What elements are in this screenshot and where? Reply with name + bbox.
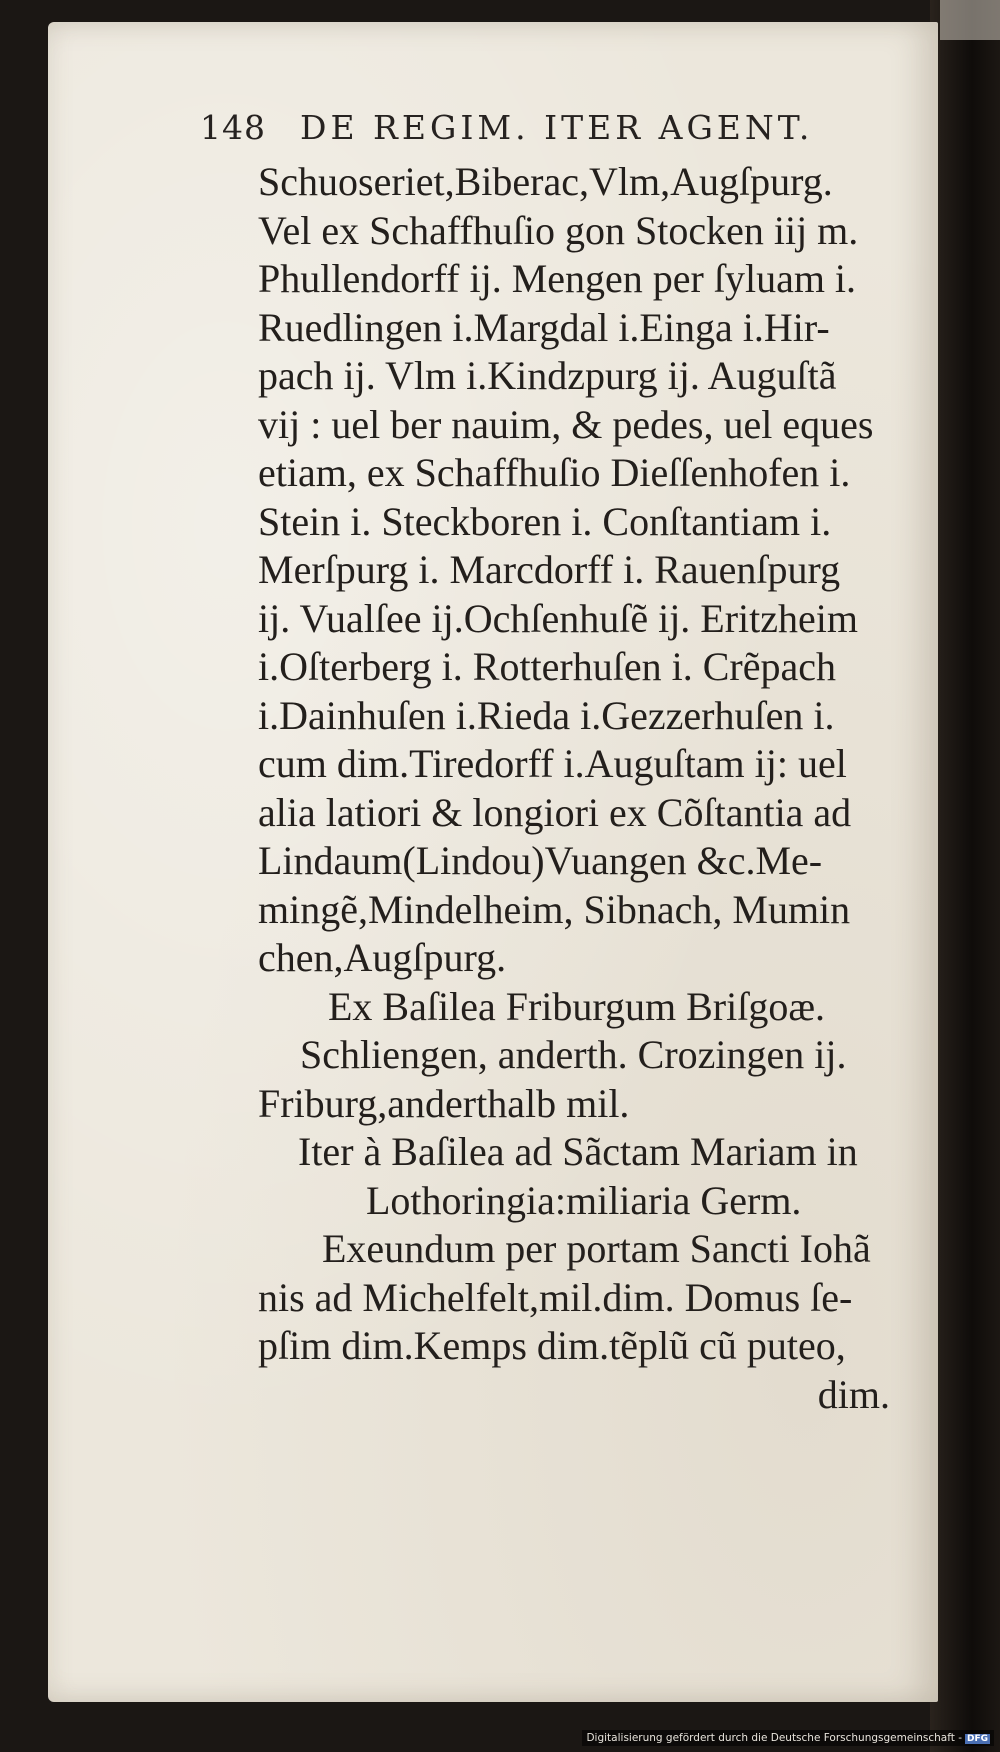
- text-line: mingẽ,Mindelheim, Sibnach, Mumin: [258, 886, 851, 932]
- text-line: chen,Augſpurg.: [258, 935, 507, 980]
- text-line: etiam, ex Schaffhuſio Dieſſenhofen i.: [258, 450, 851, 495]
- text-line: Phullendorff ij. Mengen per ſyluam i.: [258, 256, 857, 301]
- digitization-credit: [582, 1730, 994, 1746]
- section-heading: Iter à Baſilea ad Sãctam Mariam in: [298, 1129, 858, 1174]
- text-line: Ruedlingen i.Margdal i.Einga i.Hir-: [258, 304, 830, 350]
- dfg-logo: DFG: [966, 1734, 988, 1744]
- text-line: Schliengen, anderth. Crozingen ij.: [300, 1032, 847, 1077]
- section-heading: Lothoringia:miliaria Germ.: [366, 1177, 802, 1223]
- text-line: Stein i. Steckboren i. Conſtantiam i.: [258, 498, 832, 544]
- section-heading: Ex Baſilea Friburgum Briſgoæ.: [328, 983, 826, 1029]
- running-title: DE REGIM. ITER AGENT.: [300, 108, 814, 147]
- text-line: alia latiori & longiori ex Cõſtantia ad: [258, 789, 852, 835]
- text-line: Schuoseriet,Biberac,Vlm,Augſpurg.: [258, 159, 833, 204]
- page-body: [258, 158, 908, 1419]
- text-line: pach ij. Vlm i.Kindzpurg ij. Auguſtã: [258, 353, 837, 398]
- book-gutter: [930, 0, 1000, 1752]
- text-line: Merſpurg i. Marcdorff i. Rauenſpurg: [258, 547, 841, 592]
- text-line: Friburg,anderthalb mil.: [258, 1080, 630, 1126]
- running-header: [200, 108, 900, 147]
- text-line: nis ad Michelfelt,mil.dim. Domus ſe-: [258, 1274, 853, 1320]
- text-line: cum dim.Tiredorff i.Auguſtam ij: uel: [258, 741, 847, 786]
- catchword: dim.: [817, 1371, 890, 1417]
- text-line: i.Dainhuſen i.Rieda i.Gezzerhuſen i.: [258, 692, 835, 738]
- text-line: Vel ex Schaffhuſio gon Stocken iij m.: [258, 207, 859, 253]
- text-line: Exeundum per portam Sancti Iohã: [322, 1226, 871, 1271]
- text-line: i.Oſterberg i. Rotterhuſen i. Crẽpach: [258, 644, 836, 689]
- text-line: Lindaum(Lindou)Vuangen &c.Me-: [258, 838, 823, 883]
- page-number: 148: [200, 108, 266, 147]
- next-page-edge: [940, 0, 1000, 40]
- text-line: vij : uel ber nauim, & pedes, uel eques: [258, 401, 874, 447]
- credit-text: Digitalisierung gefördert durch die Deutsche Forschungsgemeinschaft -: [586, 1732, 962, 1744]
- text-line: ij. Vualſee ij.Ochſenhuſẽ ij. Eritzheim: [258, 595, 859, 641]
- text-line: pſim dim.Kemps dim.tẽplũ cũ puteo,: [258, 1323, 846, 1368]
